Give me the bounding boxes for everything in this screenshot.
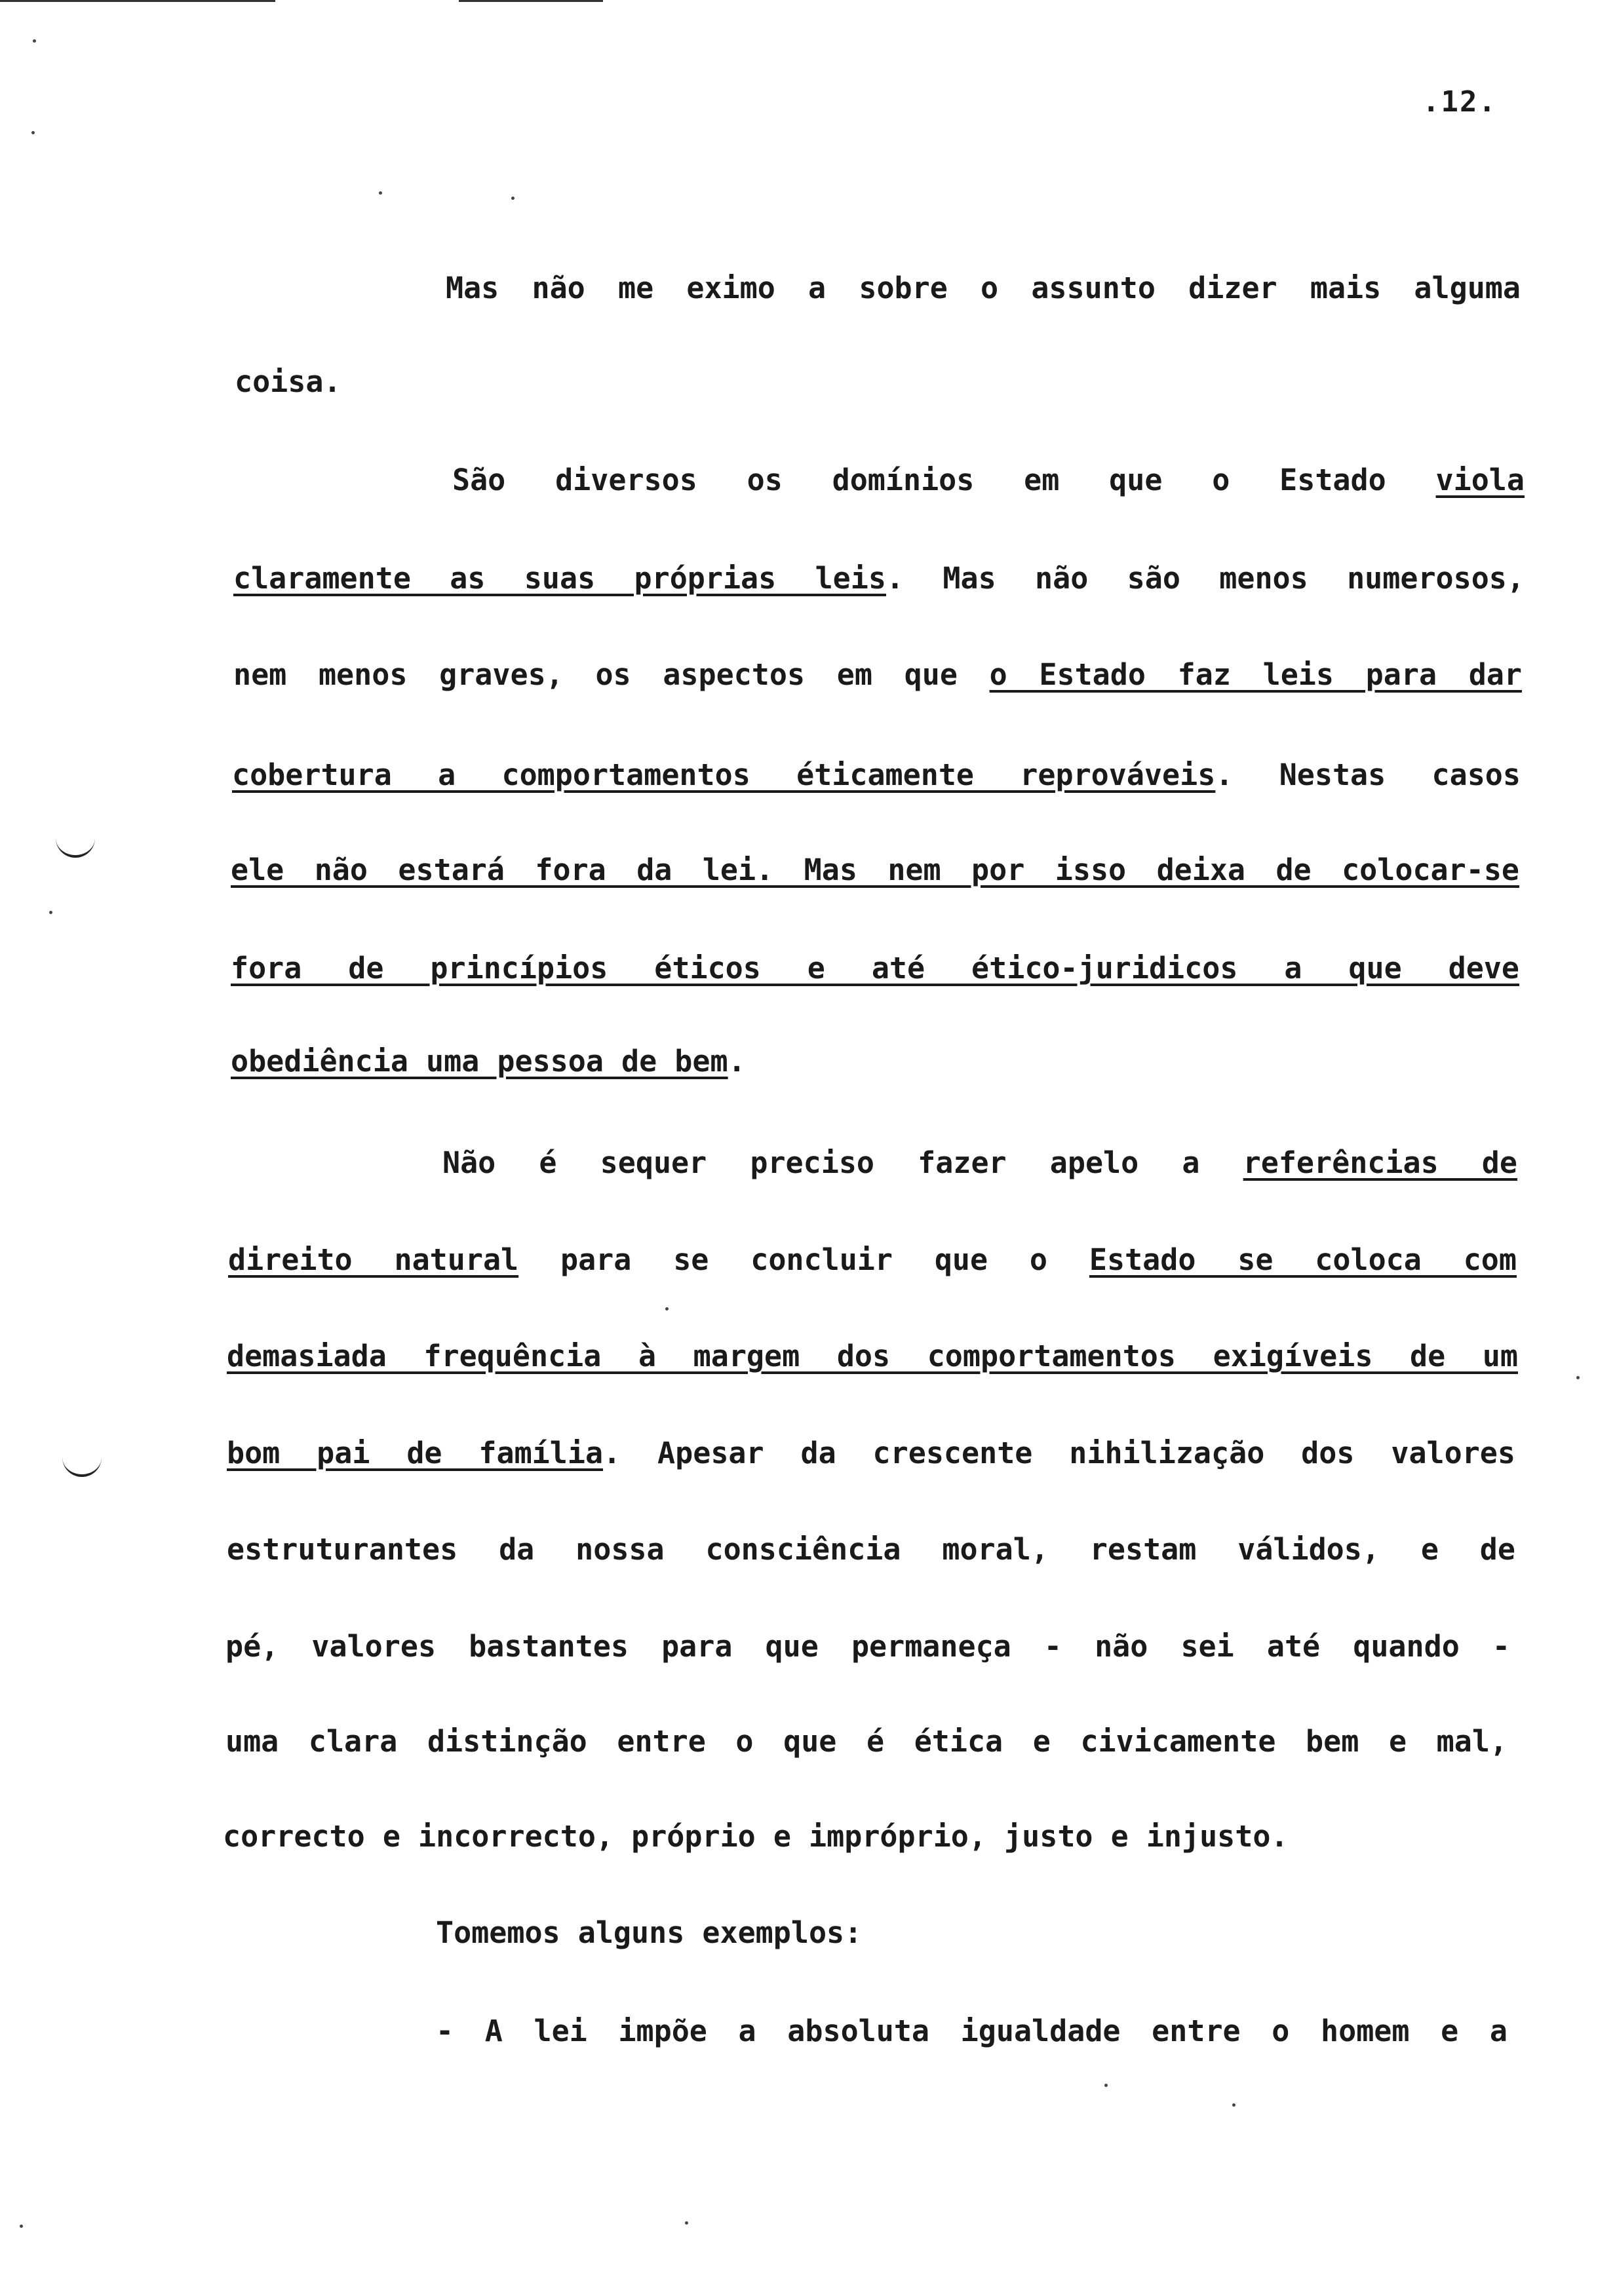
text-segment: bom pai de família [227, 1436, 604, 1470]
text-segment: Estado se coloca com [1089, 1242, 1517, 1277]
scan-speck [49, 911, 52, 914]
text-segment: direito natural [228, 1242, 519, 1277]
text-line [436, 2012, 1508, 2051]
text-segment: viola [1435, 463, 1525, 497]
scan-speck [665, 1307, 669, 1311]
text-segment: Tomemos alguns exemplos: [436, 1915, 863, 1950]
scan-speck [1232, 2103, 1236, 2107]
scan-speck [31, 131, 35, 134]
text-segment: fora de princípios éticos e até ético-juridicos a que deve [231, 951, 1519, 985]
margin-mark [62, 1455, 102, 1477]
text-line [227, 1434, 1515, 1473]
text-segment: demasiada frequência à margem dos comportamentos exigíveis de um [227, 1339, 1518, 1373]
text-line [452, 461, 1525, 500]
text-segment: . Apesar da crescente nihilização dos valores [603, 1436, 1515, 1470]
text-line [225, 1627, 1510, 1666]
text-segment: Não é sequer preciso fazer apelo a [442, 1145, 1243, 1180]
text-line [442, 1143, 1517, 1183]
text-segment: . Mas não são menos numerosos, [885, 561, 1525, 596]
text-segment: pé, valores bastantes para que permaneça - não sei até quando - [225, 1629, 1510, 1664]
text-line [225, 1722, 1508, 1761]
scan-speck [33, 39, 36, 43]
scan-speck [1104, 2084, 1108, 2087]
text-line [227, 1530, 1515, 1569]
text-line [231, 949, 1519, 988]
text-line [235, 362, 1532, 402]
text-segment: cobertura a comportamentos éticamente reprováveis [232, 757, 1216, 792]
text-line [233, 559, 1525, 598]
scan-speck [379, 191, 382, 195]
text-segment: ele não estará fora da lei. Mas nem por isso deixa de colocar-se [231, 852, 1519, 887]
text-segment: Mas não me eximo a sobre o assunto dizer mais alguma [446, 271, 1521, 305]
scan-speck [511, 197, 515, 200]
text-line [223, 1817, 1521, 1856]
text-line [436, 1913, 1615, 1953]
text-segment: . Nestas casos [1215, 757, 1521, 792]
text-segment: - A lei impõe a absoluta igualdade entre o homem e a [436, 2014, 1508, 2048]
text-segment: uma clara distinção entre o que é ética e civicamente bem e mal, [225, 1724, 1508, 1759]
text-line [232, 756, 1521, 795]
text-line [227, 1337, 1518, 1376]
margin-mark [56, 835, 95, 858]
text-line [446, 269, 1521, 308]
text-line [231, 851, 1519, 890]
text-segment: São diversos os domínios em que o Estado [452, 463, 1436, 497]
scan-speck [20, 2225, 23, 2228]
text-segment: para se concluir que o [518, 1242, 1089, 1277]
text-segment: obediência uma pessoa de bem [231, 1044, 728, 1079]
text-line [228, 1240, 1517, 1280]
text-line [233, 655, 1522, 695]
scan-top-line-left [0, 0, 275, 2]
text-segment: claramente as suas próprias leis [233, 561, 886, 596]
text-segment: o Estado faz leis para dar [989, 657, 1522, 692]
text-segment: estruturantes da nossa consciência moral, restam válidos, e de [227, 1532, 1515, 1567]
text-line [231, 1042, 1528, 1081]
text-segment: correcto e incorrecto, próprio e impróprio, justo e injusto. [223, 1819, 1289, 1854]
text-segment: nem menos graves, os aspectos em que [233, 657, 990, 692]
page-number: .12. [1422, 85, 1497, 119]
scan-speck [685, 2221, 688, 2225]
scan-speck [1576, 1376, 1580, 1379]
text-segment: referências de [1243, 1145, 1517, 1180]
text-segment: . [728, 1044, 746, 1079]
scan-top-line-right [459, 0, 603, 2]
text-segment: coisa. [235, 364, 341, 399]
